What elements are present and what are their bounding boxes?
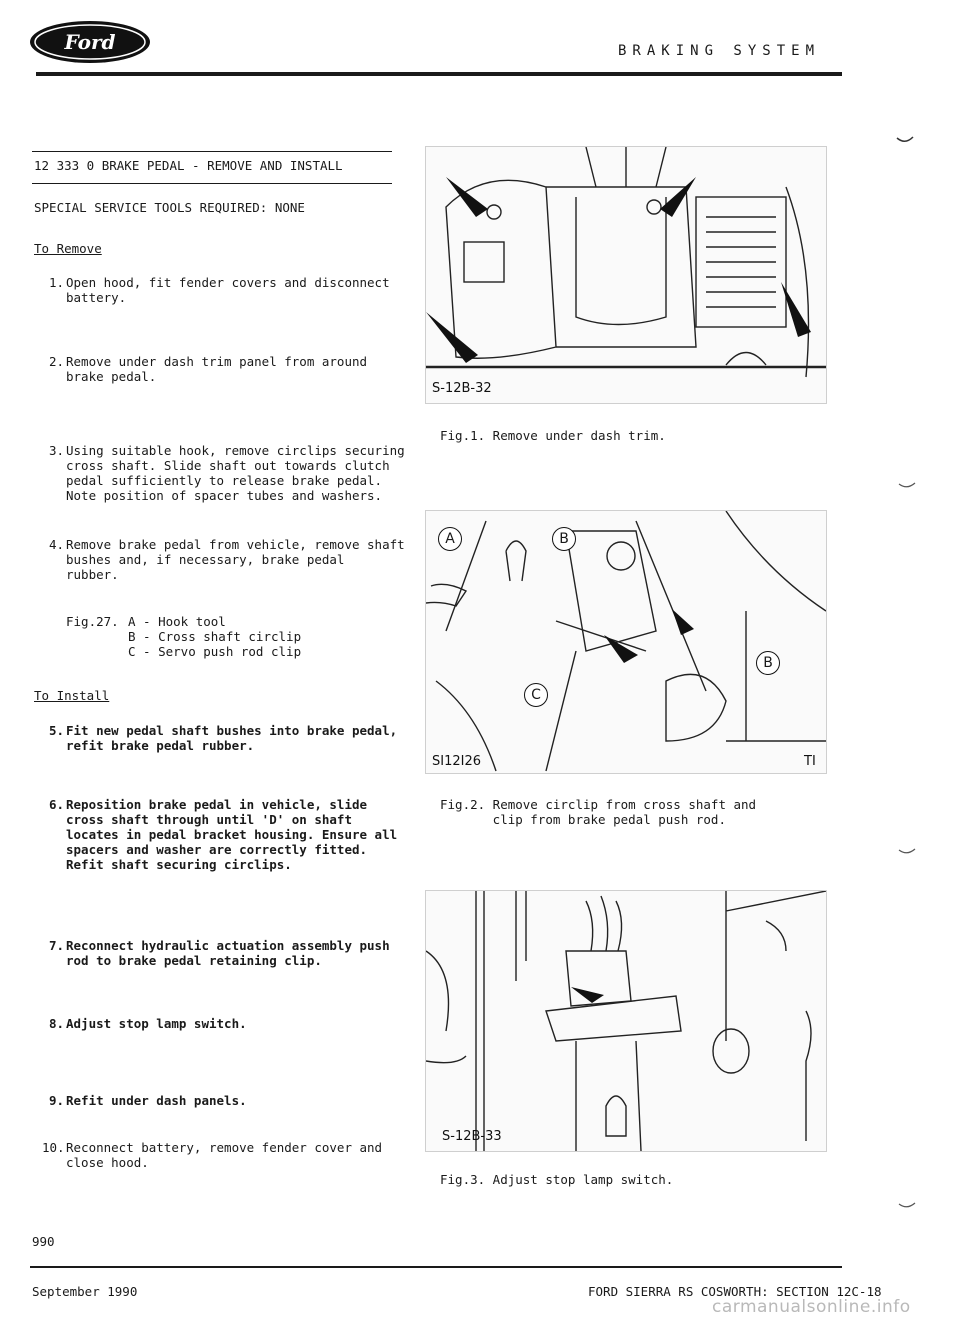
- step-8: [42, 1016, 402, 1032]
- legend-item-b: B - Cross shaft circlip: [128, 629, 302, 644]
- step-9: [42, 1093, 402, 1109]
- step-6: [42, 797, 402, 875]
- figure-2-caption: [440, 797, 840, 827]
- legend-item-a: A - Hook tool: [128, 614, 226, 629]
- step-number: 8.: [48, 1016, 64, 1031]
- step-line: Remove under dash trim panel from around: [66, 354, 368, 369]
- caption-line: Fig.3. Adjust stop lamp switch.: [440, 1172, 674, 1187]
- step-number: 5.: [48, 723, 64, 738]
- callout-a: A: [438, 527, 462, 551]
- step-number: 7.: [48, 938, 64, 953]
- figure-2-ref: SI12I26: [432, 754, 482, 769]
- step-1: [42, 275, 402, 307]
- step-number: 10.: [42, 1140, 65, 1155]
- step-number: 4.: [48, 537, 64, 552]
- step-line: brake pedal.: [66, 369, 157, 384]
- footer-rule: [30, 1266, 842, 1268]
- step-line: refit brake pedal rubber.: [66, 738, 255, 753]
- heading-top-rule: [32, 151, 392, 152]
- step-line: pedal sufficiently to release brake pedal.: [66, 473, 383, 488]
- figure-3-caption: [440, 1172, 840, 1187]
- figure-1-caption: [440, 428, 840, 443]
- step-number: 6.: [48, 797, 64, 812]
- step-line: close hood.: [66, 1155, 149, 1170]
- step-line: Fit new pedal shaft bushes into brake pedal,: [66, 723, 398, 738]
- special-tools-line: SPECIAL SERVICE TOOLS REQUIRED: NONE: [34, 200, 305, 215]
- step-line: Remove brake pedal from vehicle, remove shaft: [66, 537, 405, 552]
- caption-line: Fig.1. Remove under dash trim.: [440, 428, 666, 443]
- footer-date: September 1990: [32, 1284, 138, 1299]
- step-line: cross shaft through until 'D' on shaft: [66, 812, 352, 827]
- step-line: Using suitable hook, remove circlips securing: [66, 443, 405, 458]
- step-line: rubber.: [66, 567, 119, 582]
- step-line: locates in pedal bracket housing. Ensure all: [66, 827, 398, 842]
- step-line: Refit shaft securing circlips.: [66, 857, 292, 872]
- step-line: Reconnect battery, remove fender cover and: [66, 1140, 383, 1155]
- legend-lead: Fig.27.: [66, 614, 119, 629]
- caption-line: clip from brake pedal push rod.: [440, 812, 726, 827]
- step-number: 1.: [48, 275, 64, 290]
- step-line: Reposition brake pedal in vehicle, slide: [66, 797, 368, 812]
- margin-mark-icon: [896, 136, 914, 144]
- step-line: Refit under dash panels.: [66, 1093, 247, 1108]
- callout-c: C: [524, 683, 548, 707]
- figure-1-illustration: [425, 146, 827, 404]
- step-line: bushes and, if necessary, brake pedal: [66, 552, 345, 567]
- step-number: 2.: [48, 354, 64, 369]
- figure-legend: [128, 614, 301, 659]
- figure-2-corner-mark: TI: [804, 754, 816, 769]
- step-number: 3.: [48, 443, 64, 458]
- margin-mark-icon: [898, 848, 916, 856]
- callout-b-second: B: [756, 651, 780, 675]
- to-install-title: To Install: [34, 688, 110, 703]
- header-rule: [36, 72, 842, 76]
- step-line: battery.: [66, 290, 127, 305]
- figure-2-illustration: [425, 510, 827, 774]
- step-4: [42, 537, 405, 584]
- step-7: [42, 938, 402, 970]
- figure-3-illustration: [425, 890, 827, 1152]
- watermark: carmanualsonline.info: [712, 1297, 911, 1317]
- to-remove-title: To Remove: [34, 241, 102, 256]
- footer-manual-title: FORD SIERRA RS COSWORTH: SECTION 12C-18: [588, 1284, 882, 1299]
- step-line: Adjust stop lamp switch.: [66, 1016, 247, 1031]
- heading-bottom-rule: [32, 183, 392, 184]
- step-2: [42, 354, 402, 386]
- step-line: Note position of spacer tubes and washers.: [66, 488, 383, 503]
- margin-mark-icon: [898, 1202, 916, 1210]
- step-line: Reconnect hydraulic actuation assembly push: [66, 938, 390, 953]
- legend-item-c: C - Servo push rod clip: [128, 644, 302, 659]
- step-line: rod to brake pedal retaining clip.: [66, 953, 322, 968]
- ford-logo: [28, 18, 153, 66]
- figure-1-ref: S-12B-32: [432, 381, 492, 396]
- step-line: Open hood, fit fender covers and disconnect: [66, 275, 390, 290]
- procedure-heading: 12 333 0 BRAKE PEDAL - REMOVE AND INSTALL: [34, 158, 343, 173]
- caption-line: Fig.2. Remove circlip from cross shaft and: [440, 797, 757, 812]
- section-title: BRAKING SYSTEM: [618, 43, 821, 59]
- step-line: spacers and washer are correctly fitted.: [66, 842, 368, 857]
- logo-lettering: Ford: [64, 30, 116, 54]
- callout-b: B: [552, 527, 576, 551]
- step-number: 9.: [48, 1093, 64, 1108]
- step-3: [42, 443, 405, 505]
- step-line: cross shaft. Slide shaft out towards clutch: [66, 458, 390, 473]
- figure-3-ref: S-12B-33: [442, 1129, 502, 1144]
- step-5: [42, 723, 402, 755]
- step-10: [42, 1140, 402, 1172]
- margin-mark-icon: [898, 482, 916, 490]
- page-number: 990: [32, 1234, 55, 1249]
